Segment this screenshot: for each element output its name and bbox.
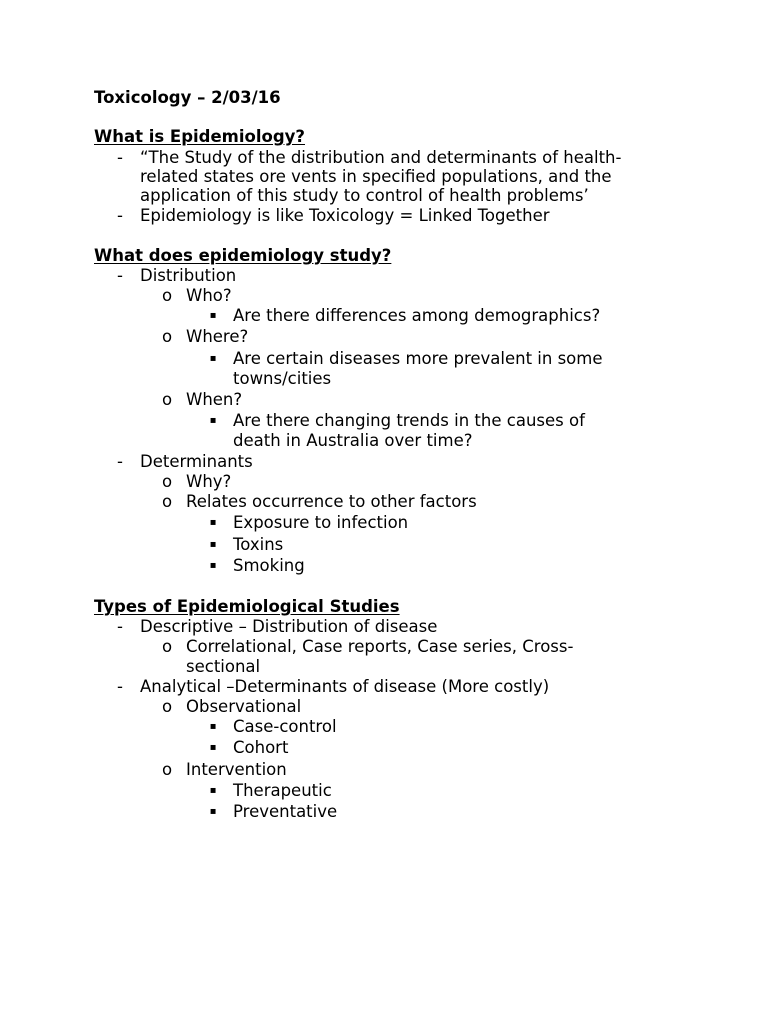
list-item-relates-occurrence: Relates occurrence to other factors [186,492,477,511]
list-item-smoking: Smoking [233,556,305,575]
circle-bullet: o [161,472,173,491]
definition-line-2: related states ore vents in specified populations, and the [140,167,612,186]
square-bullet: ▪ [209,415,217,426]
definition-line-3: application of this study to control of health problems’ [140,186,589,205]
circle-bullet: o [161,760,173,779]
square-bullet: ▪ [209,539,217,550]
dash-bullet: - [117,206,123,225]
dash-bullet: - [117,677,123,696]
square-bullet: ▪ [209,721,217,732]
section-heading-what-does-epidemiology-study: What does epidemiology study? [94,246,392,265]
circle-bullet: o [161,390,173,409]
list-item-who: Who? [186,286,232,305]
dash-bullet: - [117,266,123,285]
list-item-linked-together: Epidemiology is like Toxicology = Linked Together [140,206,550,225]
list-item-preventative: Preventative [233,802,338,821]
square-bullet: ▪ [209,353,217,364]
list-item-case-control: Case-control [233,717,337,736]
square-bullet: ▪ [209,517,217,528]
dash-bullet: - [117,452,123,471]
section-heading-types-of-studies: Types of Epidemiological Studies [94,597,400,616]
list-item-trends-line-2: death in Australia over time? [233,431,473,450]
list-item-observational: Observational [186,697,302,716]
list-item-intervention: Intervention [186,760,287,779]
list-item-analytical: Analytical –Determinants of disease (More costly) [140,677,550,696]
circle-bullet: o [161,697,173,716]
list-item-determinants: Determinants [140,452,253,471]
list-item-exposure-to-infection: Exposure to infection [233,513,409,532]
list-item-therapeutic: Therapeutic [233,781,332,800]
list-item-trends-line-1: Are there changing trends in the causes of [233,411,585,430]
section-heading-what-is-epidemiology: What is Epidemiology? [94,127,305,146]
square-bullet: ▪ [209,785,217,796]
square-bullet: ▪ [209,742,217,753]
definition-line-1: “The Study of the distribution and determinants of health- [140,148,622,167]
square-bullet: ▪ [209,806,217,817]
list-item-when: When? [186,390,243,409]
dash-bullet: - [117,148,123,167]
list-item-correlational-line-1: Correlational, Case reports, Case series, Cross- [186,637,574,656]
circle-bullet: o [161,492,173,511]
list-item-toxins: Toxins [233,535,284,554]
list-item-prevalent-line-1: Are certain diseases more prevalent in some [233,349,603,368]
square-bullet: ▪ [209,310,217,321]
list-item-prevalent-line-2: towns/cities [233,369,332,388]
list-item-where: Where? [186,327,249,346]
circle-bullet: o [161,637,173,656]
list-item-cohort: Cohort [233,738,289,757]
list-item-descriptive: Descriptive – Distribution of disease [140,617,438,636]
list-item-distribution: Distribution [140,266,237,285]
document-title: Toxicology – 2/03/16 [94,88,281,107]
dash-bullet: - [117,617,123,636]
list-item-demographics: Are there differences among demographics? [233,306,601,325]
list-item-why: Why? [186,472,232,491]
list-item-correlational-line-2: sectional [186,657,261,676]
square-bullet: ▪ [209,560,217,571]
circle-bullet: o [161,286,173,305]
circle-bullet: o [161,327,173,346]
